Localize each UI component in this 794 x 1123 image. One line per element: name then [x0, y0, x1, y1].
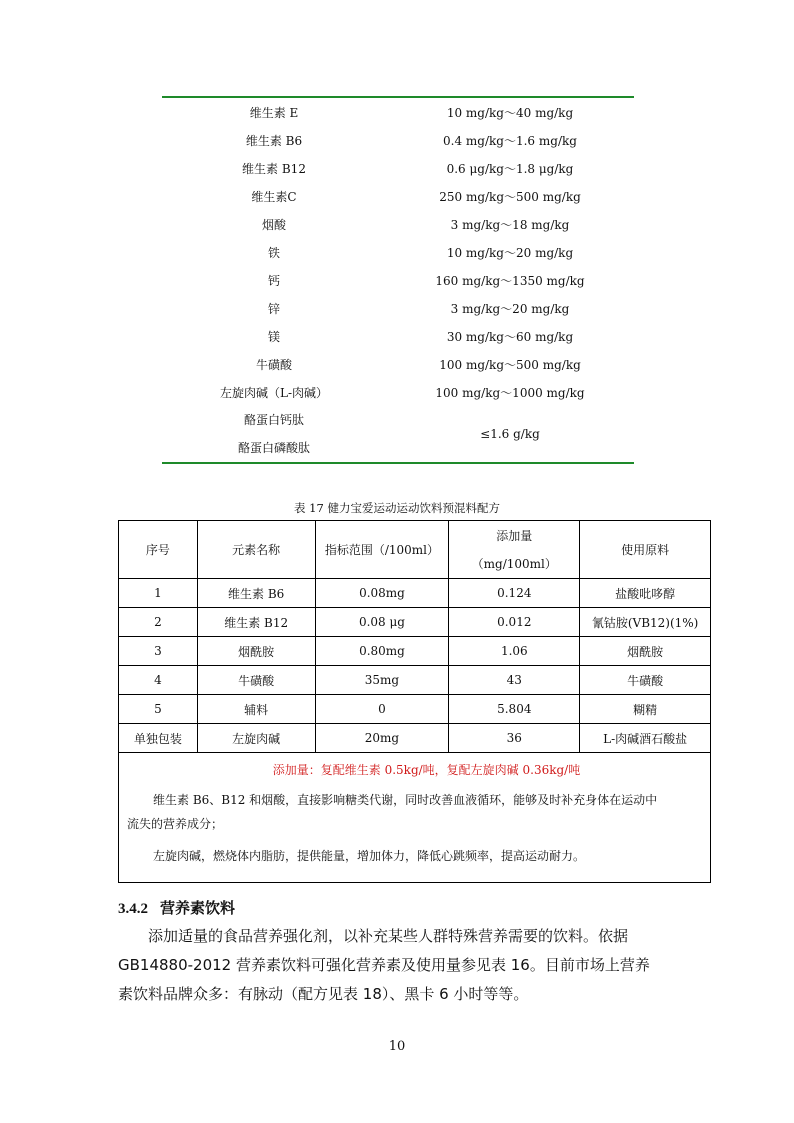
table-row	[119, 666, 711, 695]
table-row	[162, 126, 634, 154]
nutrient-range: 30 mg/kg～60 mg/kg	[446, 329, 574, 344]
header-seq: 序号	[119, 521, 198, 579]
cell-range: 0	[315, 695, 449, 724]
table-caption: 表 17 健力宝爱运动运动饮料预混料配方	[294, 501, 500, 515]
cell-material: 氰钴胺(VB12)(1%)	[580, 608, 711, 637]
nutrient-range: 100 mg/kg～500 mg/kg	[439, 357, 581, 372]
cell-range: 20mg	[315, 724, 449, 753]
table-row	[162, 98, 634, 126]
table-row	[162, 210, 634, 238]
cell-material: L-肉碱酒石酸盐	[580, 724, 711, 753]
nutrient-range: 250 mg/kg～500 mg/kg	[439, 189, 581, 204]
nutrient-name: 维生素 B12	[242, 161, 306, 176]
nutrient-name: 酪蛋白磷酸肽	[237, 441, 310, 455]
header-amount	[449, 521, 580, 579]
nutrient-name: 铁	[267, 245, 280, 260]
cell-range: 0.08mg	[315, 579, 449, 608]
section-heading	[118, 897, 235, 918]
table-row	[162, 350, 634, 378]
nutrient-range: 10 mg/kg～20 mg/kg	[446, 245, 574, 260]
nutrient-name: 左旋肉碱（L-肉碱）	[219, 385, 329, 400]
header-material: 使用原料	[580, 521, 711, 579]
vitamin-note-line2: 流失的营养成分；	[127, 817, 224, 831]
nutrient-name: 维生素 B6	[245, 133, 303, 148]
cell-seq: 3	[119, 637, 198, 666]
table-row	[119, 724, 711, 753]
nutrient-range: 3 mg/kg～18 mg/kg	[450, 217, 570, 232]
nutrient-range: ≤1.6 g/kg	[480, 427, 540, 441]
nutrient-name: 酪蛋白钙肽	[243, 413, 304, 427]
nutrient-name: 烟酸	[261, 217, 286, 232]
cell-material: 盐酸吡哆醇	[580, 579, 711, 608]
cell-seq: 1	[119, 579, 198, 608]
header-element: 元素名称	[197, 521, 315, 579]
cell-amount: 0.124	[449, 579, 580, 608]
nutrient-name: 钙	[267, 273, 280, 288]
cell-element: 牛磺酸	[197, 666, 315, 695]
nutrient-range: 0.4 mg/kg～1.6 mg/kg	[443, 133, 577, 148]
cell-element: 维生素 B6	[197, 579, 315, 608]
cell-amount: 0.012	[449, 608, 580, 637]
table-row	[119, 695, 711, 724]
nutrient-name: 锌	[267, 301, 280, 316]
table-row-merged	[162, 406, 634, 462]
cell-amount: 5.804	[449, 695, 580, 724]
header-amount-line2: （mg/100ml）	[471, 556, 557, 571]
page-number: 10	[388, 1039, 406, 1054]
table-row	[162, 154, 634, 182]
table-row	[119, 608, 711, 637]
nutrient-name-group	[162, 406, 386, 462]
table-row	[162, 378, 634, 406]
vitamin-note-line1: 维生素 B6、B12 和烟酸，直接影响糖类代谢，同时改善血液循环，能够及时补充身体在运动中	[153, 793, 658, 807]
nutrient-range-table	[162, 96, 634, 464]
cell-element: 维生素 B12	[197, 608, 315, 637]
cell-range: 35mg	[315, 666, 449, 695]
table-note-row	[119, 753, 711, 883]
cell-amount: 36	[449, 724, 580, 753]
cell-element: 辅料	[197, 695, 315, 724]
table-note-cell	[119, 753, 711, 883]
carnitine-note: 左旋肉碱，燃烧体内脂肪，提供能量，增加体力，降低心跳频率，提高运动耐力。	[153, 849, 586, 863]
header-amount-line1: 添加量	[496, 528, 533, 543]
cell-material: 糊精	[580, 695, 711, 724]
table-row	[119, 579, 711, 608]
paragraph-line: 素饮料品牌众多：有脉动（配方见表 18）、黑卡 6 小时等等。	[118, 985, 529, 1003]
nutrient-range: 0.6 μg/kg～1.8 μg/kg	[446, 161, 574, 176]
cell-element: 烟酰胺	[197, 637, 315, 666]
section-number: 3.4.2	[118, 901, 148, 917]
header-range: 指标范围（/100ml）	[315, 521, 449, 579]
table-row	[162, 294, 634, 322]
premix-formula-table	[118, 520, 711, 883]
cell-seq: 单独包装	[119, 724, 198, 753]
nutrient-name: 牛磺酸	[255, 357, 292, 372]
cell-seq: 4	[119, 666, 198, 695]
nutrient-range: 3 mg/kg～20 mg/kg	[450, 301, 570, 316]
table-row	[162, 182, 634, 210]
cell-amount: 1.06	[449, 637, 580, 666]
nutrient-name: 镁	[267, 329, 280, 344]
table-header-row	[119, 521, 711, 579]
table-row	[162, 266, 634, 294]
paragraph-line: GB14880-2012 营养素饮料可强化营养素及使用量参见表 16。目前市场上营养	[118, 956, 650, 974]
nutrient-range: 100 mg/kg～1000 mg/kg	[435, 385, 585, 400]
dosage-note: 添加量：复配维生素 0.5kg/吨，复配左旋肉碱 0.36kg/吨	[272, 763, 581, 777]
nutrient-name: 维生素 E	[249, 105, 299, 120]
table-row	[162, 322, 634, 350]
vitamin-note	[127, 788, 700, 836]
section-title: 营养素饮料	[160, 899, 236, 917]
nutrient-name: 维生素C	[251, 189, 297, 204]
cell-material: 烟酰胺	[580, 637, 711, 666]
cell-material: 牛磺酸	[580, 666, 711, 695]
cell-amount: 43	[449, 666, 580, 695]
cell-range: 0.08 μg	[315, 608, 449, 637]
section-paragraph	[118, 922, 678, 1009]
cell-seq: 5	[119, 695, 198, 724]
cell-element: 左旋肉碱	[197, 724, 315, 753]
nutrient-range: 10 mg/kg～40 mg/kg	[446, 105, 574, 120]
nutrient-range: 160 mg/kg～1350 mg/kg	[435, 273, 585, 288]
cell-range: 0.80mg	[315, 637, 449, 666]
table-row	[162, 238, 634, 266]
paragraph-line: 添加适量的食品营养强化剂，以补充某些人群特殊营养需要的饮料。依据	[148, 927, 629, 945]
table-row	[119, 637, 711, 666]
cell-seq: 2	[119, 608, 198, 637]
